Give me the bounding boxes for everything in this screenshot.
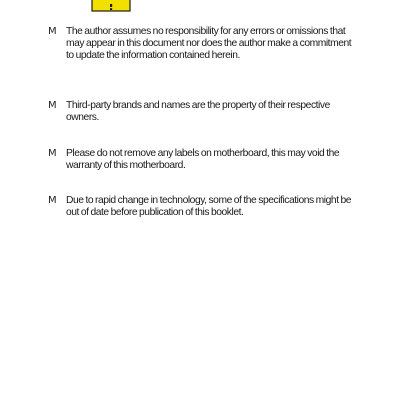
notice-text: Please do not remove any labels on motherboard, this may void the warranty of this motherboard.	[66, 148, 340, 172]
notice-text: Third-party brands and names are the property of their respective owners.	[66, 100, 330, 124]
bullet-icon: M	[48, 148, 56, 159]
notice-text: The author assumes no responsibility for any errors or omissions that may appear in this document nor does the author make a commitment to update the information contained herein.	[66, 26, 352, 62]
notice-item-trademarks	[48, 100, 358, 124]
notice-item-specifications	[48, 195, 358, 219]
bullet-icon: M	[48, 100, 56, 111]
warning-triangle-icon	[91, 0, 131, 12]
bullet-icon: M	[48, 195, 56, 206]
notice-text: Due to rapid change in technology, some of the specifications might be out of date before publication of this booklet.	[66, 195, 352, 219]
notice-item-labels	[48, 148, 358, 172]
bullet-icon: M	[48, 26, 56, 37]
notice-item-responsibility	[48, 26, 358, 63]
